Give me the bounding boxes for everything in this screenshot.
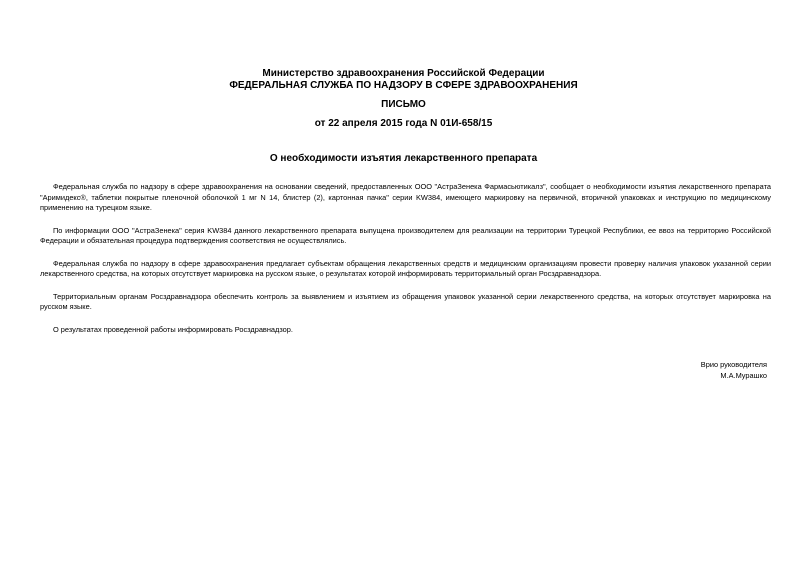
- document-subject: О необходимости изъятия лекарственного препарата: [269, 153, 538, 164]
- signatory-position: Врио руководителя: [700, 360, 767, 369]
- document-body: [40, 182, 771, 347]
- document-type: ПИСЬМО: [381, 99, 426, 110]
- body-paragraph: Территориальным органам Росздравнадзора обеспечить контроль за выявлением и изъятием из обращения упаковок указанной серии лекарственного средства, на которых отсутствует маркировка на русском языке.: [40, 291, 771, 311]
- body-paragraph: Федеральная служба по надзору в сфере здравоохранения на основании сведений, предоставленных ООО "АстраЗенека Фармасьютикалз", сообщает о необходимости изъятия лекарственного препарата "Аримидекс®, таблетки покрытые пленочной оболочкой 1 мг N 14, блистер (2), картонная пачка" серии KW384, имеющего маркировку на первичной, вторичной упаковках и инструкцию по медицинскому применению на турецком языке.: [40, 182, 771, 212]
- document-date-number: от 22 апреля 2015 года N 01И-658/15: [314, 118, 493, 129]
- body-paragraph: О результатах проведенной работы информировать Росздравнадзор.: [53, 324, 293, 334]
- ministry-title: Министерство здравоохранения Российской Федерации: [262, 68, 545, 79]
- signature-block: [701, 359, 767, 381]
- signatory-name: М.А.Мурашко: [720, 371, 767, 380]
- body-paragraph: По информации ООО "АстраЗенека" серия KW384 данного лекарственного препарата выпущена производителем для реализации на территории Турецкой Республики, ее ввоз на территорию Российской Федерации и обязательная процедура подтверждения соответствия не осуществлялись.: [40, 225, 771, 245]
- body-paragraph: Федеральная служба по надзору в сфере здравоохранения предлагает субъектам обращения лекарственных средств и медицинским организациям провести проверку наличия упаковок указанной серии лекарственного средства, на которых отсутствует маркировка на русском языке, о результатах которой информировать территориальный орган Росздравнадзора.: [40, 258, 771, 278]
- document-header: [0, 68, 807, 165]
- service-title: ФЕДЕРАЛЬНАЯ СЛУЖБА ПО НАДЗОРУ В СФЕРЕ ЗДРАВООХРАНЕНИЯ: [229, 80, 578, 91]
